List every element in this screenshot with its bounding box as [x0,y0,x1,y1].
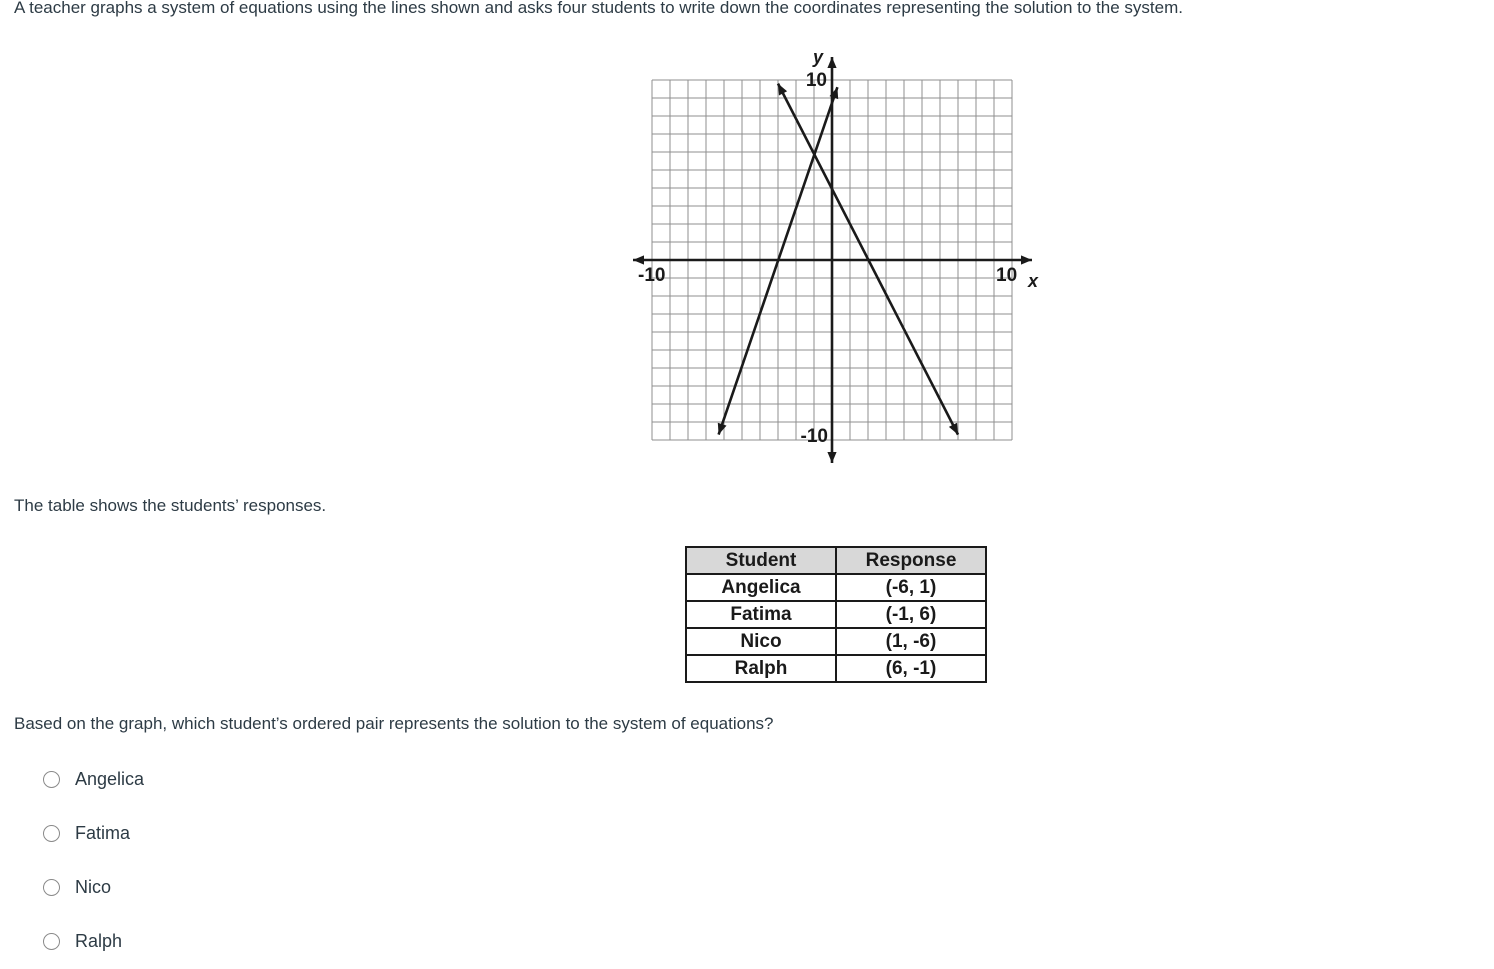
question-intro-text: A teacher graphs a system of equations using the lines shown and asks four students to write down the coordinates representing the solution to the system. [14,0,1183,17]
student-name: Ralph [686,655,836,682]
answer-options [43,770,144,969]
option-label[interactable]: Angelica [75,768,145,789]
question-text: Based on the graph, which student’s ordered pair represents the solution to the system of equations? [14,714,774,733]
y-axis-label: y [812,47,824,67]
student-name: Angelica [686,574,836,601]
student-response: (-1, 6) [836,601,986,628]
table-row [686,655,986,682]
table-row [686,628,986,655]
y-max-tick-label: 10 [805,70,827,91]
option-label[interactable]: Ralph [75,930,123,951]
option-nico[interactable] [43,878,144,896]
responses-table [685,546,987,683]
header-response: Response [836,547,986,574]
x-max-tick-label: 10 [996,265,1018,286]
option-angelica[interactable] [43,770,144,788]
radio-button-icon[interactable] [43,879,60,896]
axes [633,57,1032,463]
student-name: Fatima [686,601,836,628]
option-label[interactable]: Nico [75,876,112,897]
radio-button-icon[interactable] [43,933,60,950]
header-student: Student [686,547,836,574]
table-header-row [686,547,986,574]
radio-button-icon[interactable] [43,771,60,788]
option-label[interactable]: Fatima [75,822,131,843]
table-row [686,601,986,628]
table-row [686,574,986,601]
option-ralph[interactable] [43,932,144,950]
x-min-tick-label: -10 [638,265,666,286]
student-response: (1, -6) [836,628,986,655]
y-min-tick-label: -10 [800,426,828,447]
x-axis-label: x [1028,271,1039,291]
radio-button-icon[interactable] [43,825,60,842]
graph-svg [625,45,1045,470]
student-response: (6, -1) [836,655,986,682]
student-name: Nico [686,628,836,655]
system-of-equations-graph [625,45,1045,470]
option-fatima[interactable] [43,824,144,842]
table-intro-text: The table shows the students’ responses. [14,496,327,515]
student-response: (-6, 1) [836,574,986,601]
